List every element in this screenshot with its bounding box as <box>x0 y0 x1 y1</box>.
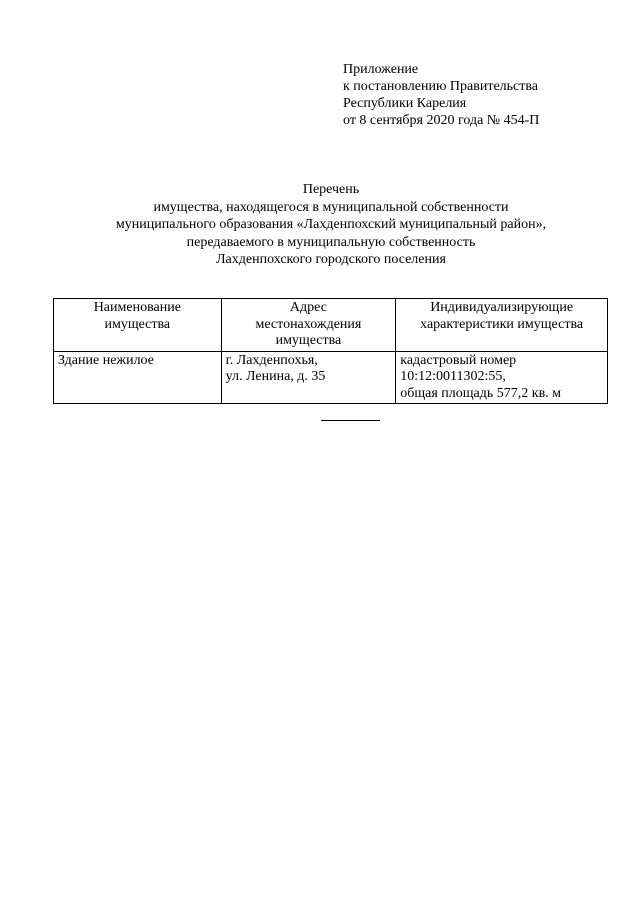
appendix-line: Республики Карелия <box>343 96 467 111</box>
table-header-row <box>54 299 608 352</box>
document-title <box>0 181 640 269</box>
header-text: имущества <box>104 316 171 332</box>
header-text: имущества <box>275 333 342 348</box>
header-text: Адрес <box>289 300 327 315</box>
cell-text: ул. Ленина, д. 35 <box>225 369 326 384</box>
appendix-line: от 8 сентября 2020 года № 454-П <box>343 113 540 128</box>
header-address <box>221 299 396 352</box>
appendix-line: Приложение <box>343 62 419 77</box>
title-line: передаваемого в муниципальную собственность <box>186 234 476 250</box>
cell-text: общая площадь 577,2 кв. м <box>400 385 562 401</box>
cell-name <box>54 351 222 404</box>
cell-characteristics <box>396 351 608 404</box>
header-name <box>54 299 222 352</box>
end-rule <box>321 420 380 421</box>
property-table <box>53 298 608 404</box>
header-characteristics <box>396 299 608 352</box>
header-text: Индивидуализирующие <box>430 300 574 315</box>
header-text: Наименование <box>93 300 181 315</box>
header-text: характеристики имущества <box>420 316 584 332</box>
appendix-header <box>343 61 539 129</box>
cell-text: г. Лахденпохья, <box>225 352 318 368</box>
title-line: Лахденпохского городского поселения <box>216 252 446 267</box>
appendix-line: к постановлению Правительства <box>343 79 539 94</box>
title-line: имущества, находящегося в муниципальной собственности <box>153 199 509 215</box>
cell-address <box>221 351 396 404</box>
header-text: местонахождения <box>255 316 362 332</box>
table-row <box>54 351 608 404</box>
cell-text: кадастровый номер <box>400 352 517 368</box>
cell-text: Здание нежилое <box>58 352 154 368</box>
title-heading: Перечень <box>302 182 360 197</box>
cell-text: 10:12:0011302:55, <box>400 369 506 384</box>
title-line: муниципального образования «Лахденпохский муниципальный район», <box>115 217 547 232</box>
